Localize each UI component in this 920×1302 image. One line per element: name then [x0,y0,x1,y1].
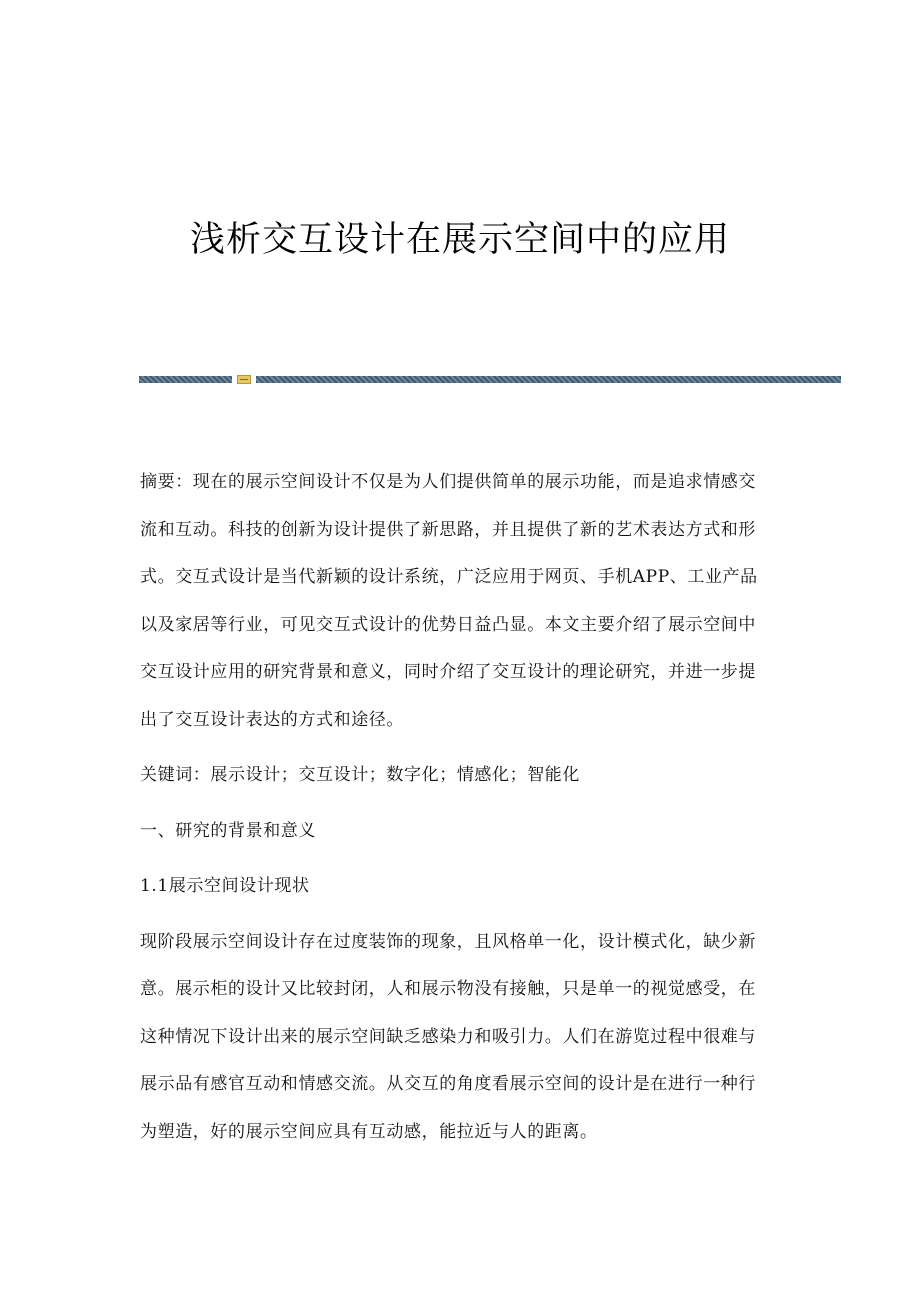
divider-bar-left [139,376,232,383]
document-body [140,459,772,1156]
section-heading: 一、研究的背景和意义 [140,820,316,841]
divider-ornament-icon [237,375,251,384]
document-title: 浅析交互设计在展示空间中的应用 [189,220,730,260]
keywords-line: 关键词：展示设计；交互设计；数字化；情感化；智能化 [140,765,580,785]
subsection-heading: 1.1展示空间设计现状 [140,876,310,896]
divider-bar-right [256,376,841,383]
title-divider [139,375,841,384]
body-paragraph: 现阶段展示空间设计存在过度装饰的现象，且风格单一化，设计模式化，缺少新意。展示柜的设计又比较封闭，人和展示物没有接触，只是单一的视觉感受，在这种情况下设计出来的展示空间缺乏感染力和吸引力。人们在游览过程中很难与展示品有感官互动和情感交流。从交互的角度看展示空间的设计是在进行一种行为塑造，好的展示空间应具有互动感，能拉近与人的距离。 [140,931,756,1142]
abstract-paragraph: 摘要：现在的展示空间设计不仅是为人们提供简单的展示功能，而是追求情感交流和互动。科技的创新为设计提供了新思路，并且提供了新的艺术表达方式和形式。交互式设计是当代新颖的设计系统，广泛应用于网页、手机APP、工业产品以及家居等行业，可见交互式设计的优势日益凸显。本文主要介绍了展示空间中交互设计应用的研究背景和意义，同时介绍了交互设计的理论研究，并进一步提出了交互设计表达的方式和途径。 [140,472,758,730]
